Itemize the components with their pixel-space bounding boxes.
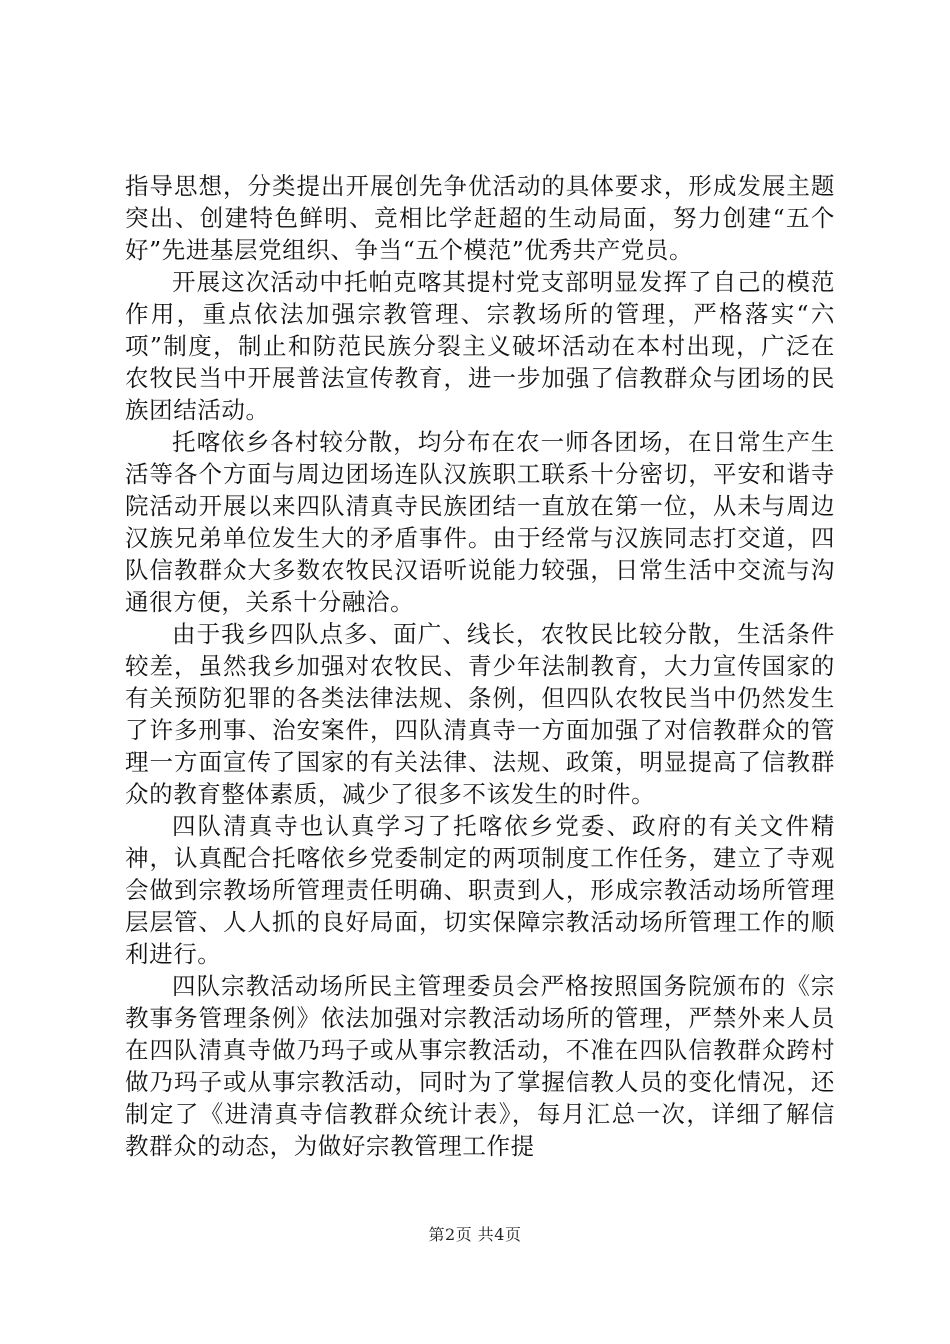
paragraph-4: 由于我乡四队点多、面广、线长，农牧民比较分散，生活条件较差，虽然我乡加强对农牧民、青少年法制教育，大力宣传国家的有关预防犯罪的各类法律法规、条例，但四队农牧民当中仍然发生了许多刑事、治安案件，四队清真寺一方面加强了对信教群众的管理一方面宣传了国家的有关法律、法规、政策，明显提高了信教群众的教育整体素质，减少了很多不该发生的时件。	[125, 620, 835, 808]
paragraph-5: 四队清真寺也认真学习了托喀依乡党委、政府的有关文件精神，认真配合托喀依乡党委制定的两项制度工作任务，建立了寺观会做到宗教场所管理责任明确、职责到人，形成宗教活动场所管理层层管、人人抓的良好局面，切实保障宗教活动场所管理工作的顺利进行。	[125, 812, 835, 968]
paragraph-2: 开展这次活动中托帕克喀其提村党支部明显发挥了自己的模范作用，重点依法加强宗教管理、宗教场所的管理，严格落实“六项”制度，制止和防范民族分裂主义破坏活动在本村出现，广泛在农牧民当中开展普法宣传教育，进一步加强了信教群众与团场的民族团结活动。	[125, 268, 835, 424]
paragraph-1: 指导思想，分类提出开展创先争优活动的具体要求，形成发展主题突出、创建特色鲜明、竞相比学赶超的生动局面，努力创建“五个好”先进基层党组织、争当“五个模范”优秀共产党员。	[125, 172, 835, 264]
paragraph-3: 托喀依乡各村较分散，均分布在农一师各团场，在日常生产生活等各个方面与周边团场连队汉族职工联系十分密切，平安和谐寺院活动开展以来四队清真寺民族团结一直放在第一位，从未与周边汉族兄弟单位发生大的矛盾事件。由于经常与汉族同志打交道，四队信教群众大多数农牧民汉语听说能力较强，日常生活中交流与沟通很方便，关系十分融洽。	[125, 428, 835, 616]
page-number-footer: 第2页 共4页	[428, 1225, 522, 1244]
paragraph-6: 四队宗教活动场所民主管理委员会严格按照国务院颁布的《宗教事务管理条例》依法加强对宗教活动场所的管理，严禁外来人员在四队清真寺做乃玛子或从事宗教活动，不准在四队信教群众跨村做乃玛子或从事宗教活动，同时为了掌握信教人员的变化情况，还制定了《进清真寺信教群众统计表》，每月汇总一次，详细了解信教群众的动态，为做好宗教管理工作提	[125, 972, 835, 1160]
document-body	[125, 170, 835, 1162]
